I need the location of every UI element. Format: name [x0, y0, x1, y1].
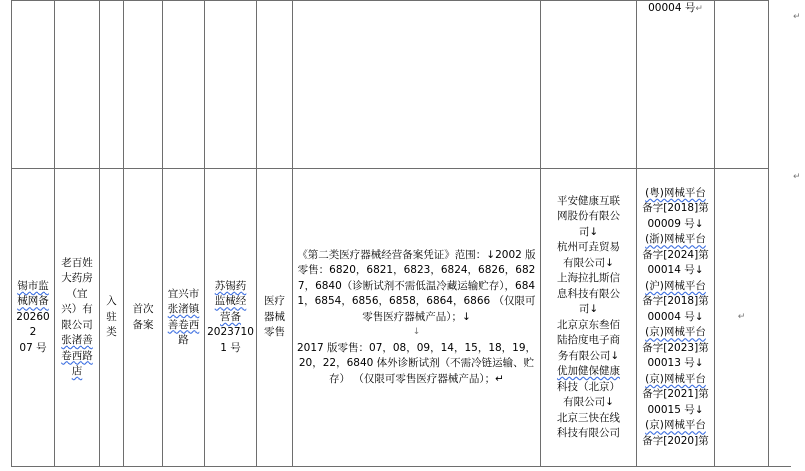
platform-line: 司↓ [578, 225, 599, 238]
filing-table [11, 0, 769, 467]
platform-line: 北京京东叁佰 [557, 318, 620, 331]
license-line: 2023710 [207, 326, 254, 339]
license-line: 1 号 [220, 341, 241, 354]
cell-address [163, 169, 205, 467]
cell-business-scope [293, 169, 541, 467]
platform-line: 有限公司↓ [563, 396, 614, 408]
record-line: (浙)网械平台 [645, 233, 706, 246]
filing-line: 备案 [132, 318, 154, 331]
cell-address-prev [163, 1, 205, 169]
platform-line: 上海拉扎斯信 [557, 272, 620, 284]
category-line: 医疗 [264, 295, 285, 308]
record-line: 00004 号↓ [647, 310, 704, 323]
type-line: 类 [106, 326, 117, 339]
license-line: 苏锡药 [214, 279, 247, 292]
company-line: 卷西路 [61, 349, 93, 362]
company-line: 张渚善 [61, 334, 93, 346]
platform-line: 优加健保健康 [557, 365, 620, 377]
registrant-line: 械网备 [17, 295, 49, 308]
license-line: 监械经 [214, 295, 247, 308]
cell-filing [124, 169, 163, 467]
category-line: 零售 [264, 326, 285, 339]
cell-platform-prev [541, 1, 637, 169]
platform-line: 务有限公司↓ [557, 349, 620, 362]
type-line: 驻 [106, 310, 117, 323]
cell-scope-prev [293, 1, 541, 169]
cell-license-prev [205, 1, 257, 169]
paragraph-mark: ↵ [737, 312, 746, 323]
record-line: (沪)网械平台 [645, 279, 706, 292]
record-line: 00014 号↓ [647, 264, 704, 277]
cell-remarks-prev [715, 1, 769, 169]
paragraph-mark: ↵ [695, 4, 703, 14]
address-line: 路 [178, 334, 189, 346]
license-line: 营备 [220, 310, 241, 323]
platform-line: 平安健康互联 [557, 194, 620, 207]
cell-category-prev [257, 1, 293, 169]
category-line: 器械 [264, 310, 285, 323]
cell-record-numbers [637, 169, 715, 467]
scope-arrow: ↓ [412, 327, 421, 338]
record-line: 00009 号↓ [647, 217, 704, 230]
platform-line: 陆拾度电子商 [557, 334, 620, 346]
cell-remarks [715, 169, 769, 467]
scope-paragraph-2017: 2017 版零售：07，08，09，14，15，18，19，20，22，6840 体外诊断试剂（不需冷链运输、贮存） （仅限可零售医疗器械产品）；↵ [296, 341, 537, 385]
record-line: 00013 号↓ [647, 357, 704, 370]
record-line: 备字[2021]第 [642, 388, 709, 401]
cell-record-prev [637, 1, 715, 169]
cell-type [100, 169, 124, 467]
table-row-previous [12, 1, 769, 169]
scope-paragraph-2002: 《第二类医疗器械经营备案凭证》范围：↓2002 版零售：6820，6821，6823，6824，6826，6827，6840（诊断试剂不需低温冷藏运输贮存），6841，6854，6856，6858，6864，6866 （仅限可零售医疗器械产品）；↓ [297, 248, 536, 323]
cell-type-prev [100, 1, 124, 169]
platform-line: 杭州可垚贸易 [557, 241, 620, 253]
platform-line: 有限公司↓ [563, 256, 614, 269]
cell-company [55, 169, 100, 467]
cell-category [257, 169, 293, 467]
company-line: 大药房 [61, 272, 93, 284]
platform-line: 息科技有限公 [557, 287, 620, 300]
row-end-mark: ↵ [793, 172, 801, 182]
table-row [12, 169, 769, 467]
company-line: 兴）有 [61, 303, 93, 315]
platform-line: 网股份有限公 [557, 210, 620, 222]
page-bottom-edge [11, 466, 791, 467]
platform-line: 科技有限公司 [557, 427, 620, 439]
company-line: （宜 [66, 287, 88, 300]
record-line: 备字[2023]第 [642, 341, 709, 354]
type-line: 入 [106, 295, 117, 308]
platform-line: 科技（北京） [557, 380, 620, 393]
platform-line: 北京三快在线 [557, 411, 620, 424]
record-line: (京)网械平台 [645, 326, 706, 339]
address-line: 宜兴市 [167, 287, 200, 300]
cell-filing-prev [124, 1, 163, 169]
registrant-line: 锡市监 [17, 279, 49, 292]
address-line: 善卷西 [167, 318, 200, 331]
registrant-line: 07 号 [19, 341, 47, 354]
record-line: 备字[2020]第 [642, 434, 709, 447]
address-line: 张渚镇 [167, 303, 200, 315]
company-line: 限公司 [61, 318, 93, 331]
company-line: 老百姓 [61, 256, 93, 269]
record-line: (粤)网械平台 [645, 186, 706, 199]
filing-line: 首次 [132, 303, 154, 315]
registrant-line: 202602 [16, 310, 50, 339]
record-line: 备字[2018]第 [642, 295, 709, 308]
record-line: 备字[2018]第 [642, 202, 709, 215]
record-line: 备字[2024]第 [642, 248, 709, 261]
cell-registrant-prev [12, 1, 55, 169]
record-number-tail: 00004 号 [648, 2, 696, 14]
platform-line: 司↓ [578, 303, 599, 315]
record-line: 00015 号↓ [647, 403, 704, 416]
company-line: 店 [71, 365, 83, 377]
cell-license [205, 169, 257, 467]
row-end-mark: ↵ [793, 12, 801, 22]
cell-registrant [12, 169, 55, 467]
cell-company-prev [55, 1, 100, 169]
cell-platforms [541, 169, 637, 467]
record-line: (京)网械平台 [645, 419, 706, 432]
record-line: (京)网械平台 [645, 372, 706, 385]
